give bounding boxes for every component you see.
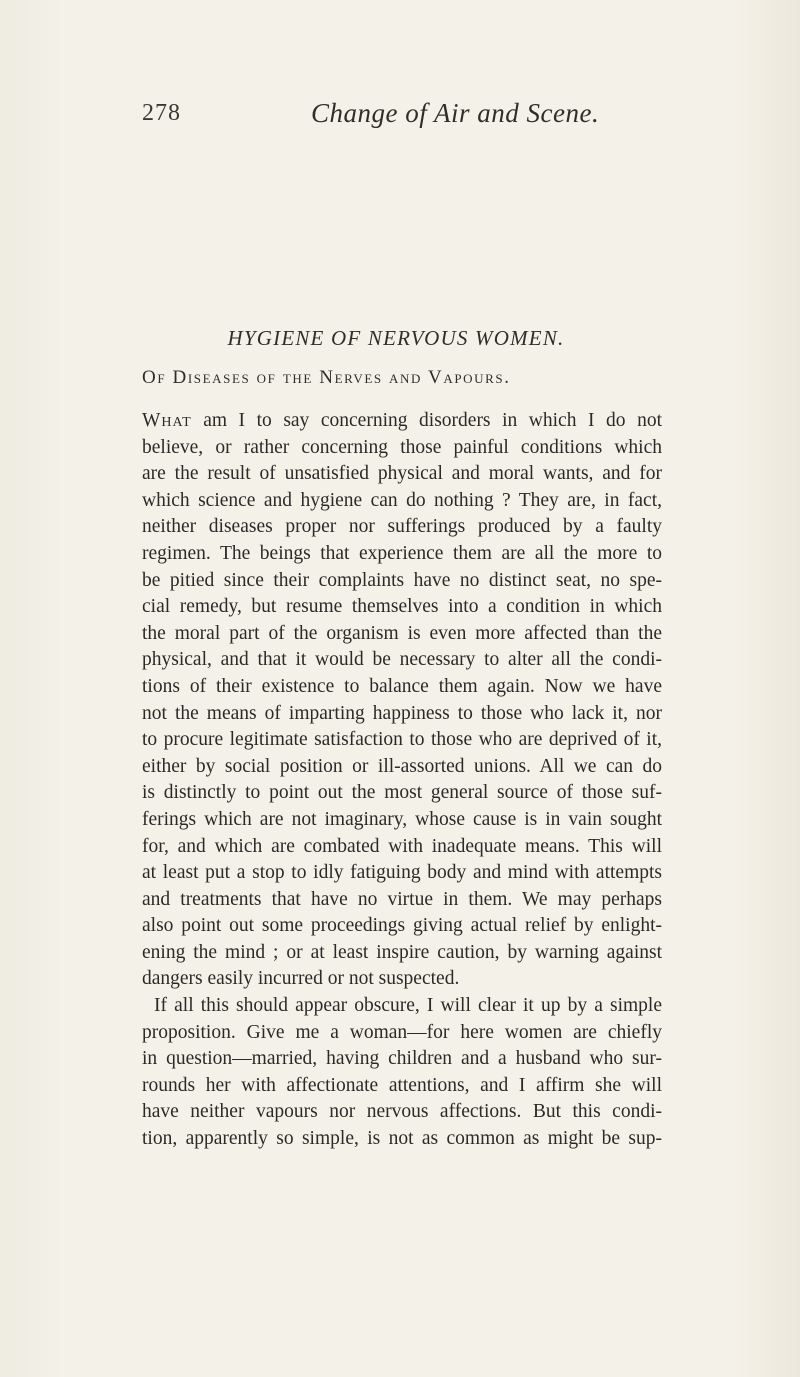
text-line: tions of their existence to balance them again. Now we have (142, 675, 662, 697)
text-line: rounds her with affectionate attentions, and I affirm she will (142, 1074, 662, 1096)
text-line: and treatments that have no virtue in them. We may perhaps (142, 888, 662, 910)
text-line: believe, or rather concerning those painful conditions which (142, 436, 662, 458)
text-line: neither diseases proper nor sufferings produced by a faulty (142, 516, 662, 538)
text-line: dangers easily incurred or not suspected. (142, 968, 460, 990)
text-line: ening the mind ; or at least inspire caution, by warning against (142, 941, 662, 963)
text-line: regimen. The beings that experience them are all the more to (142, 542, 662, 564)
text-line: the moral part of the organism is even more affected than the (142, 622, 662, 644)
text-line: cial remedy, but resume themselves into a condition in which (142, 596, 662, 618)
text-line: not the means of imparting happiness to those who lack it, nor (142, 702, 662, 724)
text-line: which science and hygiene can do nothing ? They are, in fact, (142, 489, 662, 511)
text-line: also point out some proceedings giving actual relief by enlight- (142, 915, 662, 937)
text-line: are the result of unsatisfied physical and moral wants, and for (142, 463, 662, 485)
text-line: ferings which are not imaginary, whose cause is in vain sought (142, 808, 662, 830)
page-number: 278 (142, 100, 181, 126)
running-head (0, 98, 800, 138)
text-line: be pitied since their complaints have no distinct seat, no spe- (142, 569, 662, 591)
text-line: for, and which are combated with inadequate means. This will (142, 835, 662, 857)
text-line: to procure legitimate satisfaction to those who are deprived of it, (142, 729, 662, 751)
section-subtitle: Of Diseases of the Nerves and Vapours. (142, 367, 511, 388)
body-text (142, 408, 662, 1153)
text-line: What am I to say concerning disorders in which I do not (142, 410, 662, 431)
text-line: tion, apparently so simple, is not as common as might be sup- (142, 1128, 662, 1150)
text-line: either by social position or ill-assorted unions. All we can do (142, 755, 662, 777)
section-title: HYGIENE OF NERVOUS WOMEN. (227, 326, 565, 350)
running-title: Change of Air and Scene. (311, 98, 600, 128)
text-line: If all this should appear obscure, I will clear it up by a simple (154, 995, 662, 1017)
text-line: proposition. Give me a woman—for here women are chiefly (142, 1021, 662, 1043)
text-line: in question—married, having children and a husband who sur- (142, 1048, 662, 1070)
text-line: at least put a stop to idly fatiguing body and mind with attempts (142, 862, 662, 884)
text-line: physical, and that it would be necessary to alter all the condi- (142, 649, 662, 671)
text-line: have neither vapours nor nervous affections. But this condi- (142, 1101, 662, 1123)
section-heading (0, 326, 800, 351)
text-line: is distinctly to point out the most general source of those suf- (142, 782, 662, 804)
opening-word: What (142, 410, 192, 431)
